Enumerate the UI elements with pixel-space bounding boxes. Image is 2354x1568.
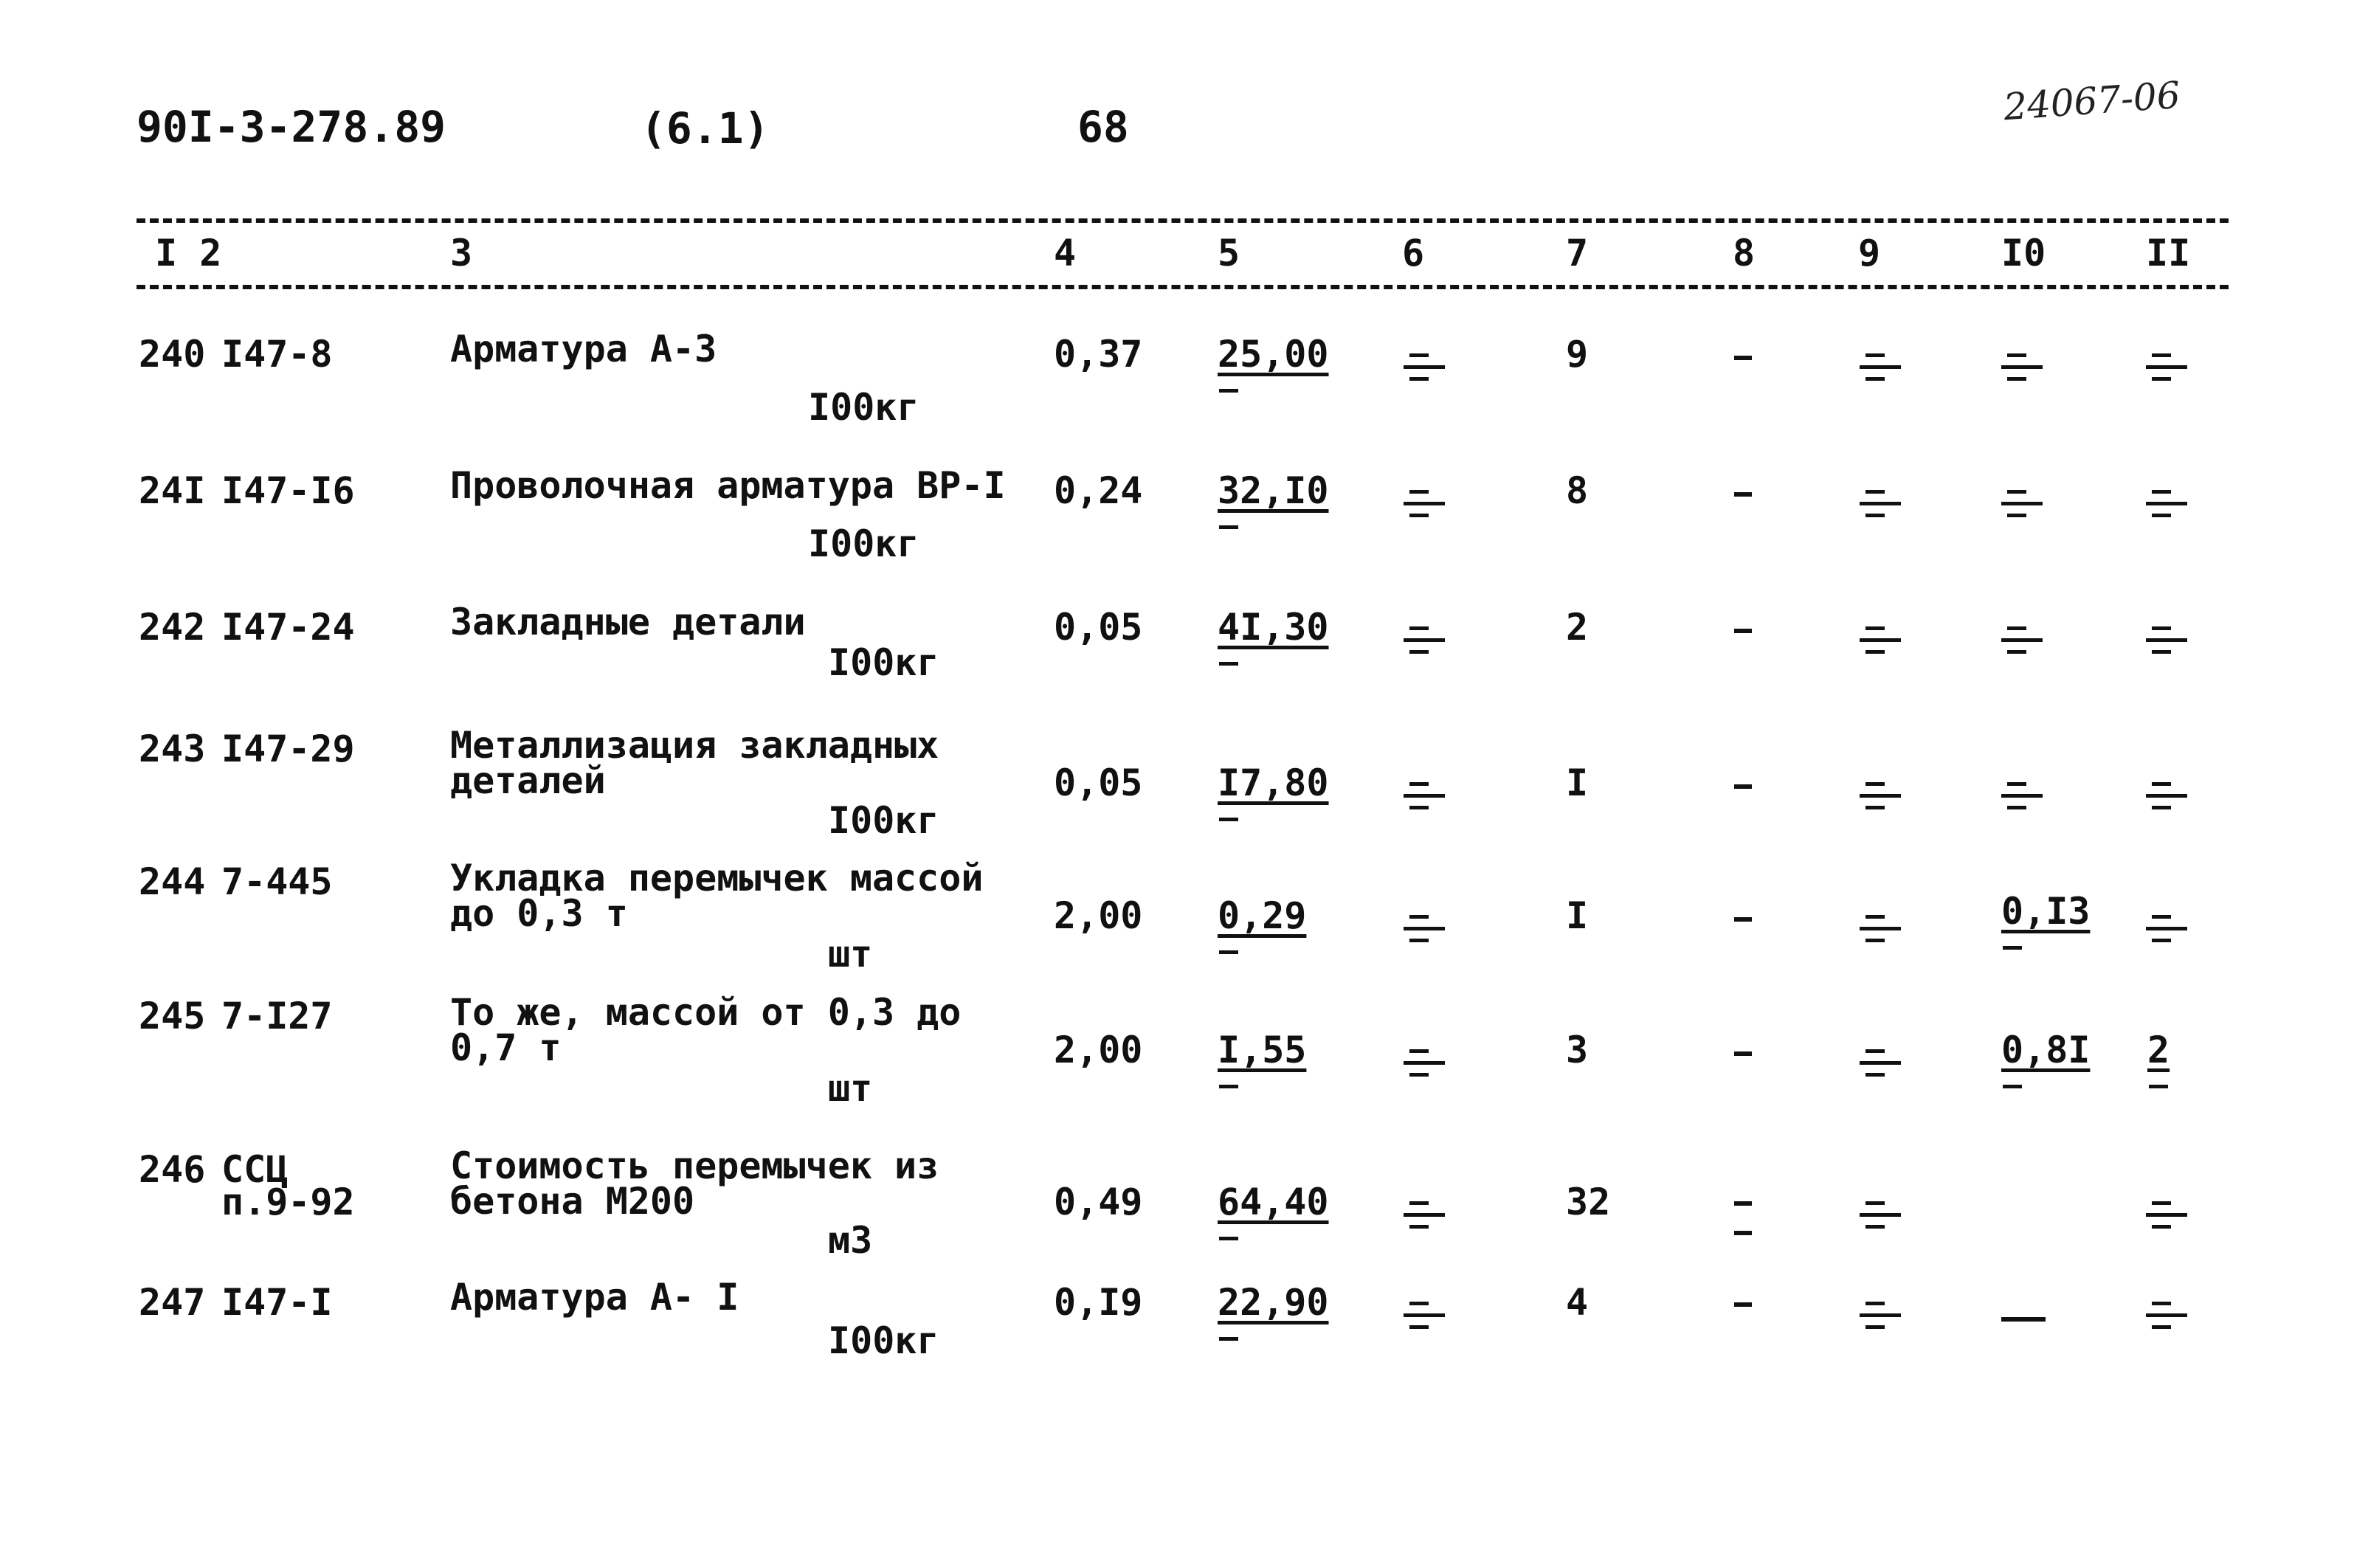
ditto-mark [2146, 488, 2190, 518]
ditto-mark [2001, 625, 2046, 655]
header-rule-bottom [137, 285, 2229, 289]
row-col10: 0,8I [2001, 1029, 2091, 1071]
ditto-mark [2001, 488, 2046, 518]
ditto-mark [1404, 913, 1448, 943]
row-col7: 3 [1566, 1029, 1589, 1071]
row-code: 7-445 [221, 860, 333, 903]
column-header-9: 9 [1858, 232, 1881, 274]
dash-mark [1734, 1051, 1752, 1056]
dash-mark [1734, 629, 1752, 633]
row-price: 0,29 [1218, 894, 1307, 937]
dash-mark [1734, 784, 1752, 789]
ditto-mark [1404, 352, 1448, 381]
row-number: 245 [139, 995, 206, 1037]
row-number: 243 [139, 728, 206, 770]
dash-mark [1734, 1201, 1752, 1206]
row-number: 242 [139, 606, 206, 649]
ditto-mark [1860, 488, 1904, 518]
row-price: 32,I0 [1218, 469, 1329, 512]
row-number: 24I [139, 469, 206, 512]
price-subline [1219, 662, 1238, 666]
ditto-mark [1860, 1048, 1904, 1077]
row-description-line2: бетона М200 [450, 1180, 695, 1223]
row-number: 240 [139, 333, 206, 376]
ditto-mark [1860, 1200, 1904, 1229]
row-col7: 32 [1566, 1181, 1611, 1223]
row-col7: 8 [1566, 469, 1589, 512]
ditto-mark [1860, 913, 1904, 943]
row-col7: 2 [1566, 606, 1589, 649]
ditto-mark [1404, 781, 1448, 810]
row-unit: шт [828, 933, 873, 975]
row-unit: I00кг [828, 1319, 939, 1362]
row-description: Укладка перемычек массой [450, 857, 984, 899]
ditto-mark [2001, 352, 2046, 381]
row-unit: м3 [828, 1219, 873, 1262]
row-code: ССЦ [221, 1148, 289, 1191]
row-quantity: 2,00 [1054, 1029, 1143, 1071]
row-code: I47-8 [221, 333, 333, 376]
row-description: Арматура А-3 [450, 328, 717, 370]
dash-mark [1734, 1302, 1752, 1307]
ditto-mark [2001, 781, 2046, 810]
ditto-mark [1404, 1200, 1448, 1229]
section-number: (6.1) [641, 103, 770, 153]
col10-subline [2003, 946, 2022, 950]
row-unit: I00кг [828, 641, 939, 684]
row-quantity: 0,I9 [1054, 1281, 1143, 1324]
column-header-3: 3 [450, 232, 473, 274]
row-description: То же, массой от 0,3 до [450, 991, 962, 1034]
row-unit: I00кг [828, 799, 939, 842]
ditto-mark [2146, 1300, 2190, 1330]
ditto-mark [1404, 625, 1448, 655]
column-header-10: I0 [2001, 232, 2046, 274]
row-description: Металлизация закладных [450, 724, 939, 767]
ditto-mark [1860, 352, 1904, 381]
column-header-4: 4 [1054, 232, 1077, 274]
dash-mark [1734, 356, 1752, 360]
row-code: I47-24 [221, 606, 355, 649]
row-description-line2: 0,7 т [450, 1026, 562, 1069]
page-number: 68 [1077, 102, 1129, 152]
handwritten-note: 24067-06 [2002, 73, 2182, 129]
row-price: 64,40 [1218, 1181, 1329, 1223]
row-quantity: 0,37 [1054, 333, 1143, 376]
price-subline [1219, 1337, 1238, 1341]
ditto-mark [2146, 352, 2190, 381]
row-col7: I [1566, 894, 1589, 937]
row-quantity: 0,49 [1054, 1181, 1143, 1223]
row-price: 25,00 [1218, 333, 1329, 376]
row-description-line2: деталей [450, 759, 606, 802]
price-subline [1219, 950, 1238, 954]
column-header-1-2: I 2 [155, 232, 222, 274]
ditto-mark [1860, 625, 1904, 655]
dash-mark [1734, 492, 1752, 497]
ditto-mark [2146, 1200, 2190, 1229]
column-header-7: 7 [1566, 232, 1589, 274]
row-quantity: 2,00 [1054, 894, 1143, 937]
dash-mark [2001, 1317, 2046, 1322]
row-col10: 0,I3 [2001, 890, 2091, 933]
row-unit: шт [828, 1067, 873, 1110]
row-code: I47-I [221, 1281, 333, 1324]
row-code: I47-I6 [221, 469, 355, 512]
row-code: 7-I27 [221, 995, 333, 1037]
row-code-line2: п.9-92 [221, 1181, 355, 1223]
row-price: I7,80 [1218, 761, 1329, 804]
row-price: 22,90 [1218, 1281, 1329, 1324]
row-unit: I00кг [808, 522, 919, 565]
row-quantity: 0,05 [1054, 761, 1143, 804]
dash-mark [1734, 1231, 1752, 1235]
row-number: 244 [139, 860, 206, 903]
row-description-line2: до 0,3 т [450, 892, 628, 935]
column-header-8: 8 [1733, 232, 1756, 274]
column-header-11: II [2146, 232, 2191, 274]
document-code: 90I-3-278.89 [137, 102, 446, 152]
column-header-5: 5 [1218, 232, 1240, 274]
ditto-mark [1404, 1048, 1448, 1077]
row-price: 4I,30 [1218, 606, 1329, 649]
ditto-mark [1860, 1300, 1904, 1330]
row-number: 247 [139, 1281, 206, 1324]
row-col7: 4 [1566, 1281, 1589, 1324]
row-description: Стоимость перемычек из [450, 1144, 939, 1187]
row-description: Проволочная арматура ВР-I [450, 464, 1006, 507]
col10-subline [2003, 1085, 2022, 1088]
row-description: Арматура А- I [450, 1276, 739, 1319]
row-col11: 2 [2147, 1029, 2170, 1071]
row-unit: I00кг [808, 386, 919, 429]
price-subline [1219, 389, 1238, 393]
row-col7: I [1566, 761, 1589, 804]
price-subline [1219, 818, 1238, 821]
ditto-mark [2146, 913, 2190, 943]
ditto-mark [1404, 488, 1448, 518]
ditto-mark [2146, 781, 2190, 810]
column-header-6: 6 [1402, 232, 1425, 274]
dash-mark [1734, 917, 1752, 922]
row-description: Закладные детали [450, 601, 806, 643]
header-rule-top [137, 218, 2229, 223]
price-subline [1219, 1085, 1238, 1088]
row-number: 246 [139, 1148, 206, 1191]
ditto-mark [1860, 781, 1904, 810]
ditto-mark [2146, 625, 2190, 655]
ditto-mark [1404, 1300, 1448, 1330]
row-price: I,55 [1218, 1029, 1307, 1071]
price-subline [1219, 525, 1238, 529]
row-code: I47-29 [221, 728, 355, 770]
row-quantity: 0,05 [1054, 606, 1143, 649]
price-subline [1219, 1237, 1238, 1240]
row-quantity: 0,24 [1054, 469, 1143, 512]
col11-subline [2149, 1085, 2168, 1088]
row-col7: 9 [1566, 333, 1589, 376]
